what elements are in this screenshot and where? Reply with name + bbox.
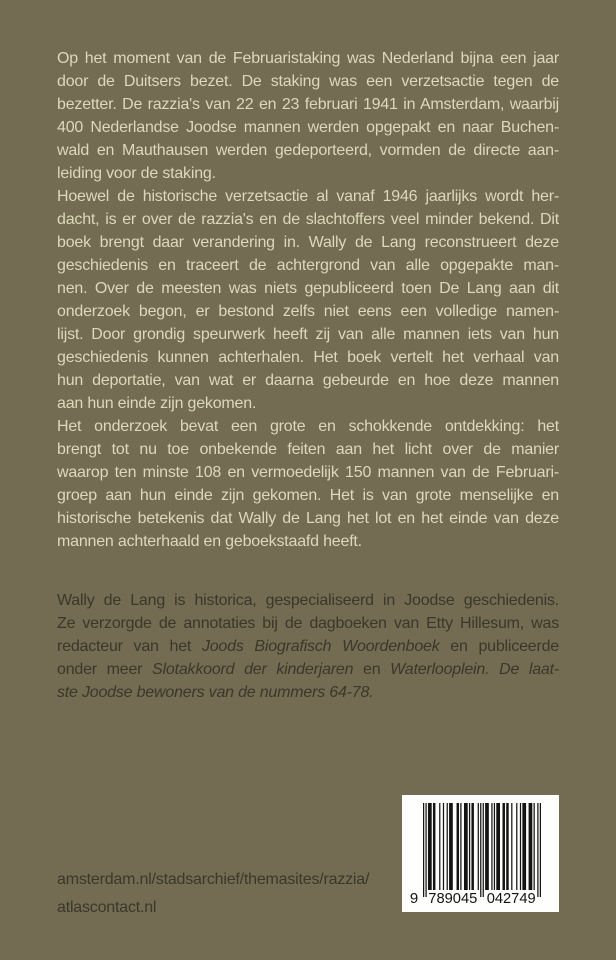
- bio-title-italic: Slotakkoord der kinderjaren: [152, 661, 354, 678]
- barcode-bar: [502, 803, 504, 890]
- bio-line: [57, 681, 559, 704]
- blurb-text-block: [57, 47, 559, 553]
- barcode-bar: [537, 803, 538, 897]
- barcode-bar: [433, 803, 435, 890]
- barcode-bar: [480, 803, 481, 897]
- barcode-bar: [449, 803, 453, 890]
- barcode-bar: [529, 803, 533, 890]
- barcode-digits: 042749: [486, 890, 536, 907]
- blurb-line: Hoewel de historische verzetsactie al vanaf 1946 jaarlijks wordt her-: [57, 188, 559, 205]
- blurb-line: brengt tot nu toe onbekende feiten aan het licht over de manier: [57, 441, 559, 458]
- barcode-bar: [485, 803, 489, 890]
- barcode-digits: 789045: [428, 890, 478, 907]
- barcode-bar: [534, 803, 535, 890]
- blurb-line: aan hun einde zijn gekomen.: [57, 395, 257, 412]
- barcode-bar: [491, 803, 492, 890]
- barcode-bar: [522, 803, 526, 890]
- bio-text: en: [353, 661, 391, 678]
- barcode-bar: [443, 803, 444, 890]
- bio-title-italic: Joods Biografisch Woordenboek: [201, 638, 440, 655]
- bio-line: [57, 658, 559, 681]
- blurb-line: nen. Over de meesten was niets gepubliceerd toen De Lang aan dit: [57, 280, 559, 297]
- publisher-url: atlascontact.nl: [57, 899, 157, 916]
- barcode-bar: [428, 803, 432, 890]
- barcode-bar: [478, 803, 479, 890]
- barcode-bar: [506, 803, 508, 890]
- barcode-bar: [460, 803, 461, 890]
- barcode-bar: [425, 803, 426, 897]
- bio-text: Wally de Lang is historica, gespecialiseerd in Joodse geschiedenis.: [57, 592, 559, 609]
- barcode-bar: [496, 803, 500, 890]
- barcode-bar: [471, 803, 473, 890]
- bio-text: en publiceerde: [439, 638, 559, 655]
- barcode-svg: [402, 795, 559, 912]
- bio-text: onder meer: [57, 661, 153, 678]
- barcode-bar: [457, 803, 459, 890]
- blurb-line: leiding voor de staking.: [57, 165, 216, 182]
- blurb-line: onderzoek begon, er bestond zelfs niet eens een volledige namen-: [57, 303, 559, 320]
- blurb-line: historische betekenis dat Wally de Lang het lot en het einde van deze: [57, 510, 559, 527]
- barcode-bar: [439, 803, 440, 890]
- blurb-line: groep aan hun einde zijn gekomen. Het is van grote menselijke en: [57, 487, 559, 504]
- blurb-line: Op het moment van de Februaristaking was Nederland bijna een jaar: [57, 50, 559, 67]
- barcode-bar: [469, 803, 470, 890]
- barcode-bar: [447, 803, 448, 890]
- barcode-bar: [540, 803, 541, 897]
- blurb-line: 400 Nederlandse Joodse mannen werden opgepakt en naar Buchen-: [57, 119, 559, 136]
- archive-url: amsterdam.nl/stadsarchief/themasites/razzia/: [57, 871, 370, 888]
- blurb-line: Het onderzoek bevat een grote en schokkende ontdekking: het: [57, 418, 559, 435]
- barcode-digits: 9: [409, 890, 419, 907]
- barcode-bar: [516, 803, 517, 890]
- blurb-line: geschiedenis en traceert de achtergrond van alle opgepakte man-: [57, 257, 559, 274]
- bio-line: [57, 589, 559, 612]
- blurb-line: lijst. Door grondig speurwerk heeft zij van alle mannen iets van hun: [57, 326, 559, 343]
- barcode-bar: [494, 803, 495, 890]
- barcode-bar: [464, 803, 468, 890]
- blurb-line: boek brengt daar verandering in. Wally de Lang reconstrueert deze: [57, 234, 559, 251]
- barcode-bar: [423, 803, 424, 897]
- bio-text: Ze verzorgde de annotaties bij de dagboeken van Etty Hillesum, was: [57, 615, 559, 632]
- blurb-line: door de Duitsers bezet. De staking was een verzetsactie tegen de: [57, 73, 559, 90]
- barcode-bar: [483, 803, 484, 897]
- bio-line: [57, 635, 559, 658]
- blurb-line: bezetter. De razzia's van 22 en 23 februari 1941 in Amsterdam, waarbij: [57, 96, 559, 113]
- barcode-bar: [511, 803, 512, 890]
- blurb-line: hun deportatie, van wat er daarna gebeurde en hoe deze mannen: [57, 372, 559, 389]
- publisher-links-block: [57, 866, 369, 922]
- blurb-line: geschiedenis kunnen achterhalen. Het boek vertelt het verhaal van: [57, 349, 559, 366]
- blurb-line: wald en Mauthausen werden gedeporteerd, vormden de directe aan-: [57, 142, 559, 159]
- blurb-line: dacht, is er over de razzia's en de slachtoffers veel minder bekend. Dit: [57, 211, 559, 228]
- ean13-barcode: [402, 795, 559, 912]
- blurb-line: mannen achterhaald en geboekstaafd heeft.: [57, 533, 362, 550]
- barcode-bar: [520, 803, 521, 890]
- bio-text: redacteur van het: [57, 638, 202, 655]
- blurb-line: waarop ten minste 108 en vermoedelijk 150 mannen van de Februari-: [57, 464, 559, 481]
- bio-title-italic: Waterlooplein. De laat-: [390, 661, 559, 678]
- bio-title-italic: ste Joodse bewoners van de nummers 64-78.: [57, 684, 374, 701]
- bio-line: [57, 612, 559, 635]
- author-bio-block: [57, 589, 559, 704]
